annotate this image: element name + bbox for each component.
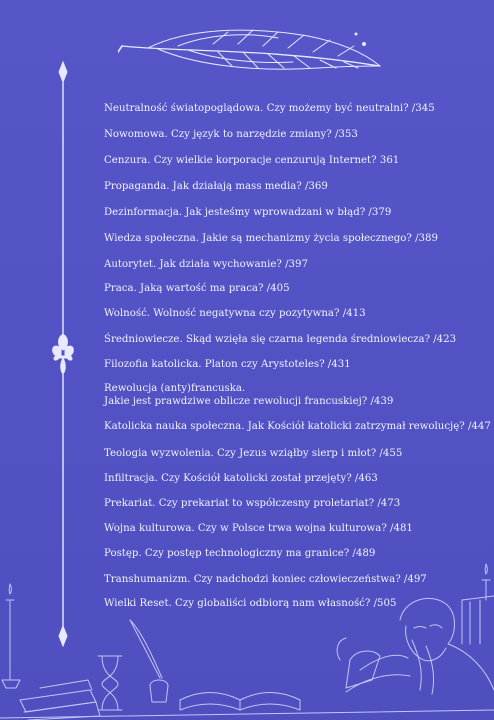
toc-entry: Prekariat. Czy prekariat to współczesny proletariat? /473	[104, 498, 401, 509]
toc-entry: Praca. Jaką wartość ma praca? /405	[104, 283, 290, 294]
toc-entry: Katolicka nauka społeczna. Jak Kościół katolicki zatrzymał rewolucję? /447	[104, 421, 491, 432]
toc-entry: Transhumanizm. Czy nadchodzi koniec człowieczeństwa? /497	[104, 574, 427, 585]
toc-entry: Infiltracja. Czy Kościół katolicki został przejęty? /463	[104, 473, 378, 484]
toc-entry: Wielki Reset. Czy globaliści odbiorą nam własność? /505	[104, 598, 397, 609]
toc-entry: Wiedza społeczna. Jakie są mechanizmy życia społecznego? /389	[104, 233, 438, 244]
toc-entry: Teologia wyzwolenia. Czy Jezus wziąłby sierp i młot? /455	[104, 448, 403, 459]
toc-entry: Filozofia katolicka. Platon czy Arystoteles? /431	[104, 359, 351, 370]
toc-entry: Propaganda. Jak działają mass media? /369	[104, 181, 328, 192]
toc-entry: Dezinformacja. Jak jesteśmy wprowadzani w błąd? /379	[104, 207, 392, 218]
toc-entry: Rewolucja (anty)francuska. Jakie jest prawdziwe oblicze rewolucji francuskiej? /439	[104, 383, 394, 407]
quill-feather-icon	[118, 22, 388, 80]
toc-entry: Wojna kulturowa. Czy w Polsce trwa wojna kulturowa? /481	[104, 523, 413, 534]
toc-entry: Cenzura. Czy wielkie korporacje cenzurują Internet? 361	[104, 155, 400, 166]
scholar-desk-illustration	[0, 560, 494, 720]
toc-entry: Neutralność światopoglądowa. Czy możemy być neutralni? /345	[104, 103, 435, 114]
toc-entry: Nowomowa. Czy język to narzędzie zmiany? /353	[104, 129, 358, 140]
toc-entry: Autorytet. Jak działa wychowanie? /397	[104, 259, 308, 270]
toc-entry: Średniowiecze. Skąd wzięła się czarna legenda średniowiecza? /423	[104, 334, 457, 345]
toc-entry: Wolność. Wolność negatywna czy pozytywna? /413	[104, 308, 366, 319]
toc-entry: Postęp. Czy postęp technologiczny ma granice? /489	[104, 548, 376, 559]
